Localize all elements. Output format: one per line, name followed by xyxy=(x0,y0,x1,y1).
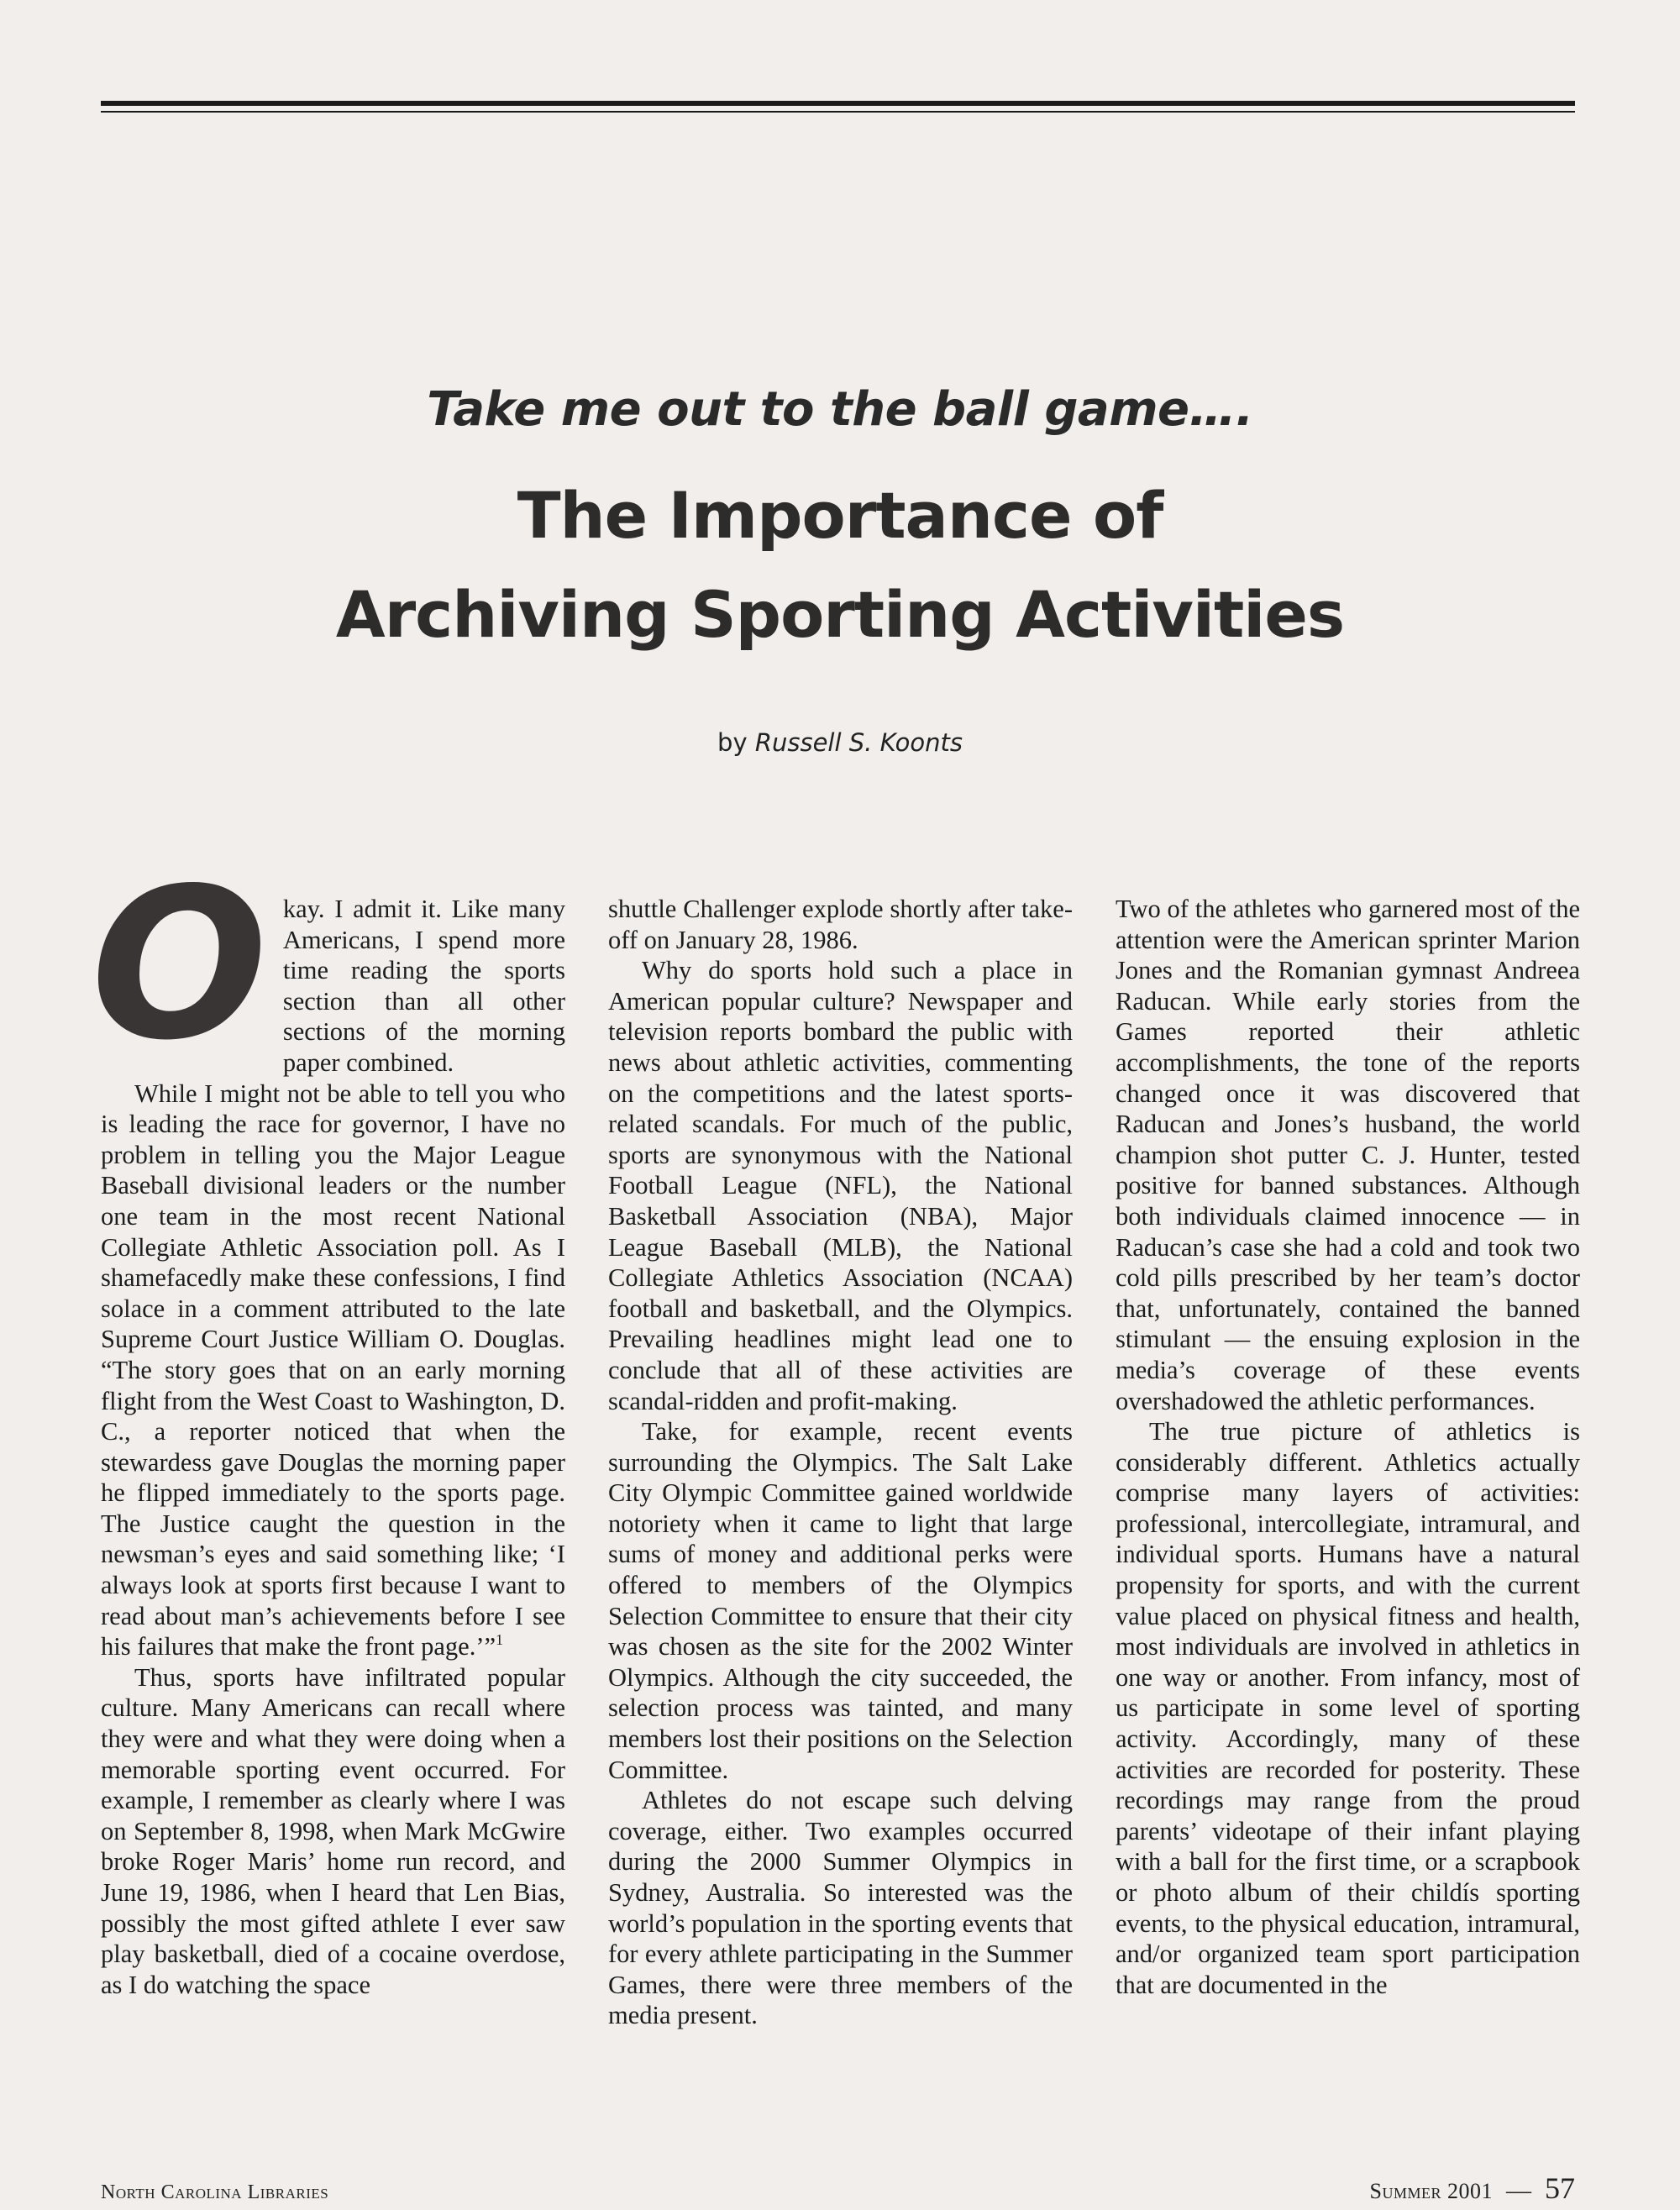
paragraph: Athletes do not escape such delving coverage, either. Two examples occurred during the 2000 Summer Olympics in Sydney, Australia. So interested was the world’s population in the sporting events that for every athlete participating in the Summer Games, there were three members of the media present. xyxy=(608,1786,1073,2030)
paragraph: Why do sports hold such a place in American popular culture? Newspaper and television reports bombard the public with news about athletic activities, commenting on the competitions and the latest sports-related scandals. For much of the public, sports are synonymous with the National Football League (NFL), the National Basketball Association (NBA), Major League Baseball (MLB), the National Collegiate Athletics Association (NCAA) football and basketball, and the Olympics. Prevailing headlines might lead one to conclude that all of these activities are scandal-ridden and profit-making. xyxy=(608,956,1073,1415)
footer-dash: — xyxy=(1506,2176,1531,2204)
paragraph: kay. I admit it. Like many Americans, I spend more time reading the sports section than all other sections of the morning paper combined. xyxy=(282,895,565,1077)
paragraph: Thus, sports have infiltrated popular culture. Many Americans can recall where they were and what they were doing when a memorable sporting event occurred. For example, I remember as clearly where I was on September 8, 1998, when Mark McGwire broke Roger Maris’ home run record, and June 19, 1986, when I heard that Len Bias, possibly the most gifted athlete I ever saw play basketball, died of a cocaine overdose, as I do watching the space xyxy=(101,1662,565,1999)
footer-issue-page xyxy=(1370,2171,1575,2206)
paragraph-text: While I might not be able to tell you who is leading the race for governor, I have no problem in telling you the Major League Baseball divisional leaders or the number one team in the most recent National Collegiate Athletic Association poll. As I shamefacedly make these confessions, I find solace in a comment attributed to the late Supreme Court Justice William O. Douglas. “The story goes that on an early morning flight from the West Coast to Washington, D. C., a reporter noticed that when the stewardess gave Douglas the morning paper he flipped immediately to the sports page. The Justice caught the question in the newsman’s eyes and said something like; ‘I always look at sports first because I want to read about man’s achievements before I see his failures that make the front page.’” xyxy=(101,1079,565,1661)
header-rule-thick xyxy=(101,101,1575,106)
paragraph: The true picture of athletics is considerably different. Athletics actually comprise many layers of activities: professional, intercollegiate, intramural, and individual sports. Humans have a natural propensity for sports, and with the current value placed on physical fitness and health, most individuals are involved in athletics in one way or another. From infancy, most of us participate in some level of sporting activity. Accordingly, many of these activities are recorded for posterity. These recordings may range from the proud parents’ videotape of their infant playing with a ball for the first time, or a scrapbook or photo album of their childís sporting events, to the physical education, intramural, and/or organized team sport participation that are documented in the xyxy=(1116,1417,1580,1999)
page-number: 57 xyxy=(1545,2171,1575,2205)
article-column-2 xyxy=(608,894,1073,2031)
article-title xyxy=(0,466,1680,664)
article-column-1 xyxy=(91,844,565,2000)
byline xyxy=(0,728,1680,757)
drop-cap: O xyxy=(91,844,268,1086)
header-rule-thin xyxy=(101,111,1575,113)
paragraph: Take, for example, recent events surrounding the Olympics. The Salt Lake City Olympic Committee gained worldwide notoriety when it came to light that large sums of money and additional perks were offered to members of the Olympics Selection Committee to ensure that their city was chosen as the site for the 2002 Winter Olympics. Although the city succeeded, the selection process was tainted, and many members lost their positions on the Selection Committee. xyxy=(608,1417,1073,1784)
article-column-3 xyxy=(1116,894,1580,2000)
paragraph: shuttle Challenger explode shortly after take-off on January 28, 1986. xyxy=(608,895,1073,954)
title-line-1: The Importance of xyxy=(517,478,1163,553)
article-kicker: Take me out to the ball game…. xyxy=(427,382,1253,437)
title-line-2: Archiving Sporting Activities xyxy=(335,577,1345,652)
footnote-marker: 1 xyxy=(496,1631,504,1649)
byline-prefix: by xyxy=(717,728,748,757)
top-edge-mark xyxy=(1130,0,1550,25)
footer-publication: North Carolina Libraries xyxy=(101,2181,329,2203)
paragraph: Two of the athletes who garnered most of the attention were the American sprinter Marion Jones and the Romanian gymnast Andreea Raducan. While early stories from the Games reported their athletic accomplishments, the tone of the reports changed once it was discovered that Raducan and Jones’s husband, the world champion shot putter C. J. Hunter, tested positive for banned substances. Although both individuals claimed innocence — in Raducan’s case she had a cold and took two cold pills prescribed by her team’s doctor that, unfortunately, contained the banned stimulant — the ensuing explosion in the media’s coverage of these events overshadowed the athletic performances. xyxy=(1116,895,1580,1415)
paragraph xyxy=(101,1079,565,1662)
author-name: Russell S. Koonts xyxy=(754,728,963,757)
footer-issue: Summer 2001 xyxy=(1369,2179,1493,2203)
